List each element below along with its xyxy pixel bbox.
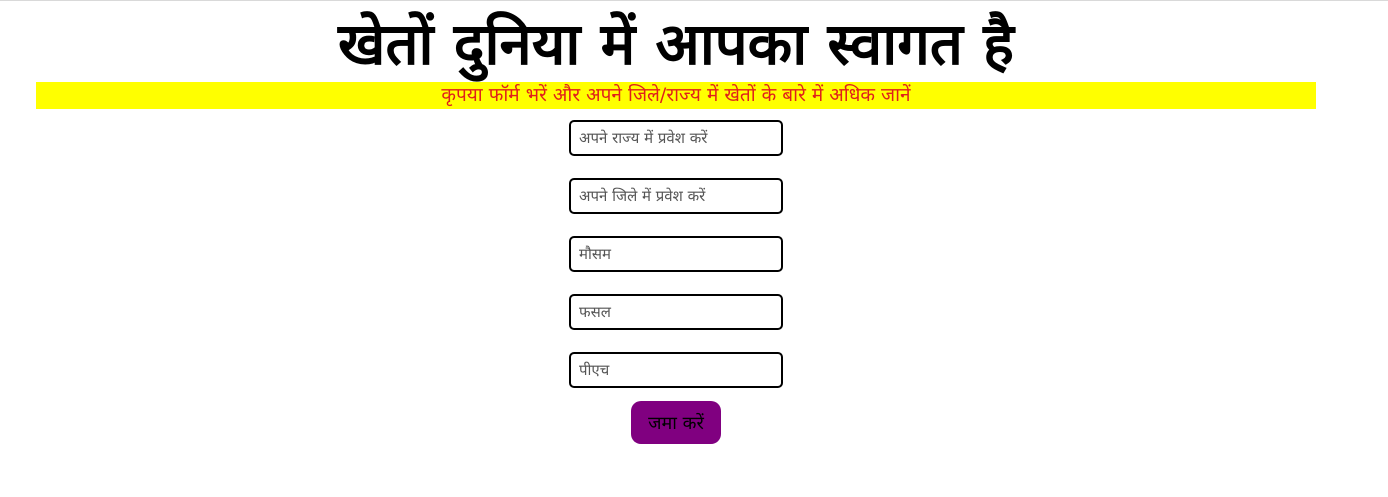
farm-form	[569, 120, 783, 410]
top-divider	[0, 0, 1388, 1]
instruction-banner: कृपया फॉर्म भरें और अपने जिले/राज्य में खेतों के बारे में अधिक जानें	[36, 82, 1316, 109]
crop-input[interactable]	[569, 294, 783, 330]
district-input[interactable]	[569, 178, 783, 214]
submit-button[interactable]: जमा करें	[631, 401, 721, 444]
submit-container	[631, 401, 721, 444]
state-input[interactable]	[569, 120, 783, 156]
ph-input[interactable]	[569, 352, 783, 388]
page-title: खेतों दुनिया में आपका स्वागत है	[338, 10, 1014, 78]
season-input[interactable]	[569, 236, 783, 272]
